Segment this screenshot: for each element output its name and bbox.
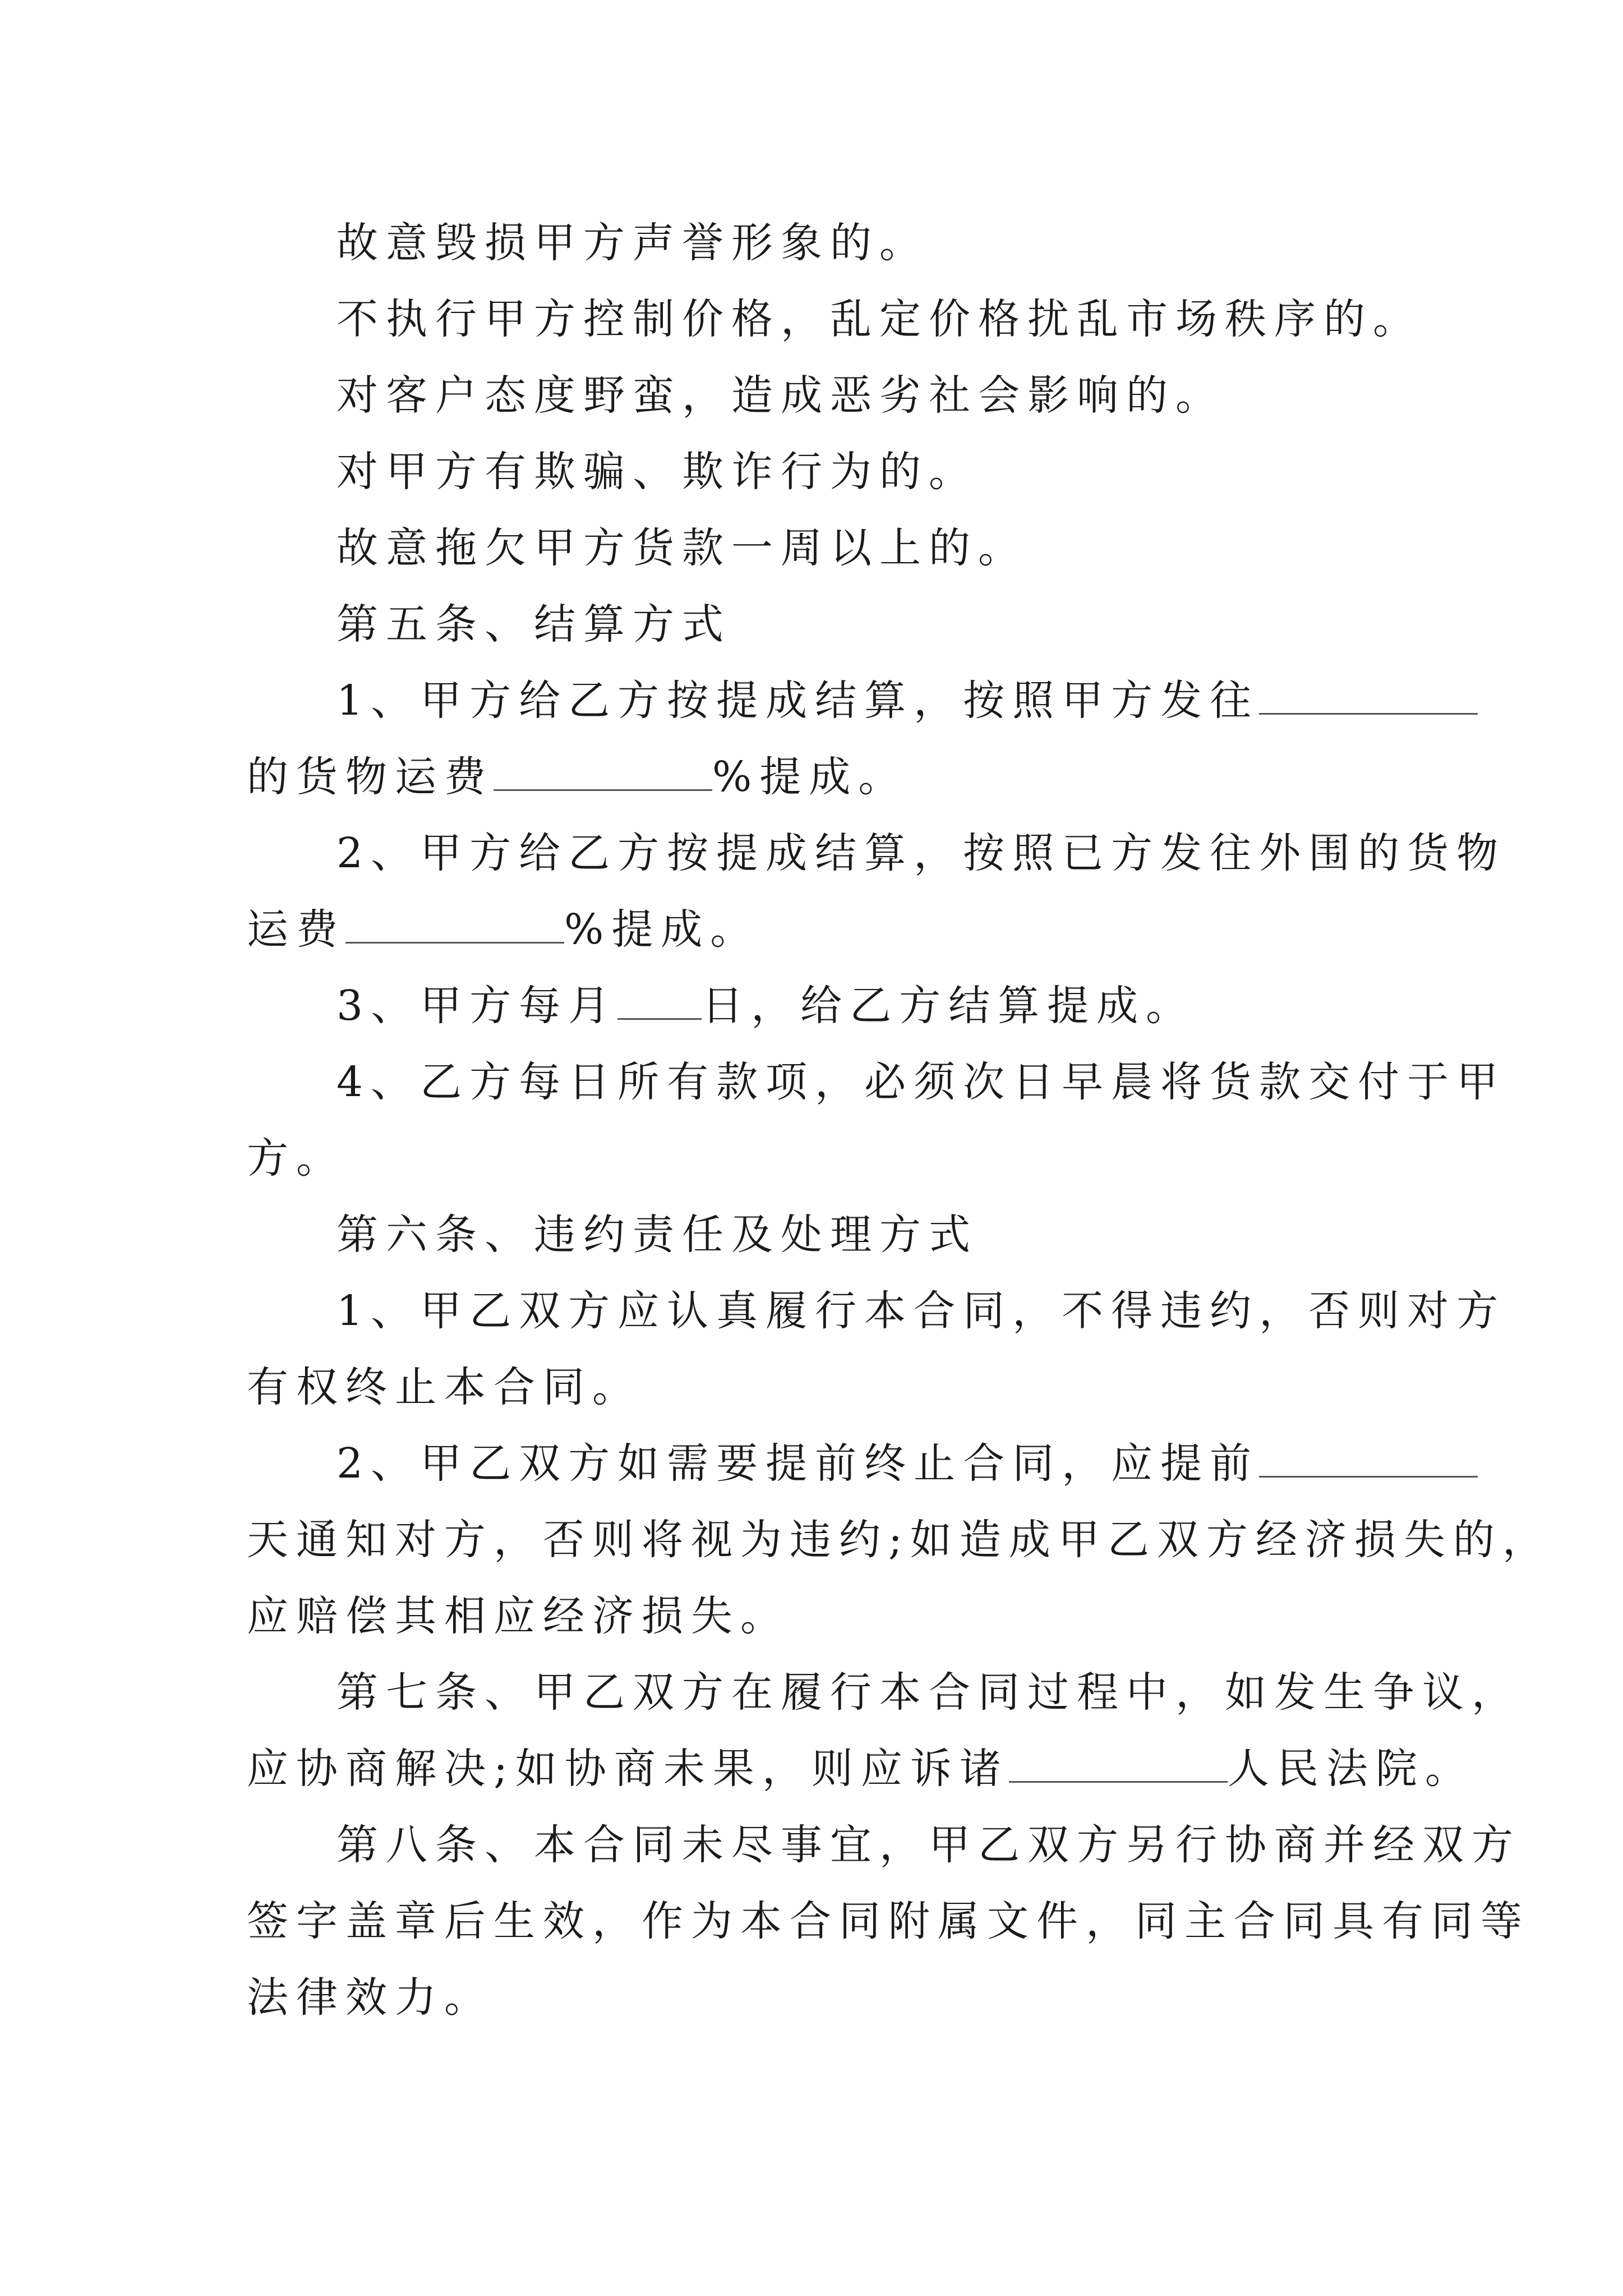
clause-6-2-line-1 bbox=[247, 1425, 1380, 1502]
clause-5-3 bbox=[247, 968, 1380, 1044]
clause-text: 3、甲方每月 bbox=[336, 982, 618, 1030]
article-8-line-3: 法律效力。 bbox=[247, 1973, 494, 2022]
contract-page bbox=[247, 205, 1552, 2036]
clause-6-1-line-1: 1、甲乙双方应认真履行本合同，不得违约，否则对方 bbox=[336, 1287, 1506, 1335]
clause-5-1-line-2 bbox=[247, 739, 1380, 815]
clause-text: 2、甲乙双方如需要提前终止合同，应提前 bbox=[336, 1439, 1260, 1488]
article-8-line-1: 第八条、本合同未尽事宜，甲乙双方另行协商并经双方 bbox=[336, 1821, 1521, 1869]
clause-6-1-line-2: 有权终止本合同。 bbox=[247, 1363, 642, 1411]
text-line: 不执行甲方控制价格，乱定价格扰乱市场秩序的。 bbox=[336, 295, 1422, 343]
clause-text: 日，给乙方结算提成。 bbox=[702, 982, 1196, 1030]
article-5-heading: 第五条、结算方式 bbox=[336, 600, 731, 648]
clause-5-2-line-2 bbox=[247, 891, 1380, 968]
article-7-line-1: 第七条、甲乙双方在履行本合同过程中，如发生争议， bbox=[336, 1668, 1521, 1717]
fill-blank[interactable] bbox=[1259, 679, 1478, 715]
clause-6-2-line-3: 应赔偿其相应经济损失。 bbox=[247, 1592, 790, 1640]
text-line: 故意毁损甲方声誉形象的。 bbox=[336, 219, 929, 267]
text-line: 故意拖欠甲方货款一周以上的。 bbox=[336, 524, 1027, 572]
clause-6-2-line-2: 天通知对方，否则将视为违约;如造成甲乙双方经济损失的， bbox=[247, 1516, 1552, 1564]
article-6-heading: 第六条、违约责任及处理方式 bbox=[336, 1211, 978, 1259]
clause-5-2-line-1: 2、甲方给乙方按提成结算，按照已方发往外围的货物 bbox=[336, 829, 1506, 877]
clause-text: 应协商解决;如协商未果，则应诉诸 bbox=[247, 1745, 1009, 1793]
clause-text: 运费 bbox=[247, 905, 345, 954]
clause-5-1-line-1 bbox=[247, 662, 1380, 739]
clause-text: 人民法院。 bbox=[1227, 1745, 1474, 1793]
fill-blank[interactable] bbox=[1009, 1747, 1228, 1783]
clause-text: 的货物运费 bbox=[247, 753, 494, 801]
fill-blank[interactable] bbox=[617, 984, 702, 1020]
clause-text: %提成。 bbox=[564, 905, 760, 954]
clause-5-4-line-2: 方。 bbox=[247, 1134, 345, 1182]
clause-5-4-line-1: 4、乙方每日所有款项，必须次日早晨将货款交付于甲 bbox=[336, 1058, 1506, 1106]
clause-text: %提成。 bbox=[712, 753, 908, 801]
text-line: 对客户态度野蛮，造成恶劣社会影响的。 bbox=[336, 371, 1225, 420]
article-7-line-2 bbox=[247, 1731, 1474, 1807]
article-8-line-2: 签字盖章后生效，作为本合同附属文件，同主合同具有同等 bbox=[247, 1897, 1530, 1945]
fill-blank[interactable] bbox=[345, 908, 564, 944]
clause-text: 1、甲方给乙方按提成结算，按照甲方发往 bbox=[336, 677, 1260, 725]
fill-blank[interactable] bbox=[1259, 1442, 1478, 1478]
fill-blank[interactable] bbox=[494, 756, 712, 791]
text-line: 对甲方有欺骗、欺诈行为的。 bbox=[336, 448, 978, 496]
